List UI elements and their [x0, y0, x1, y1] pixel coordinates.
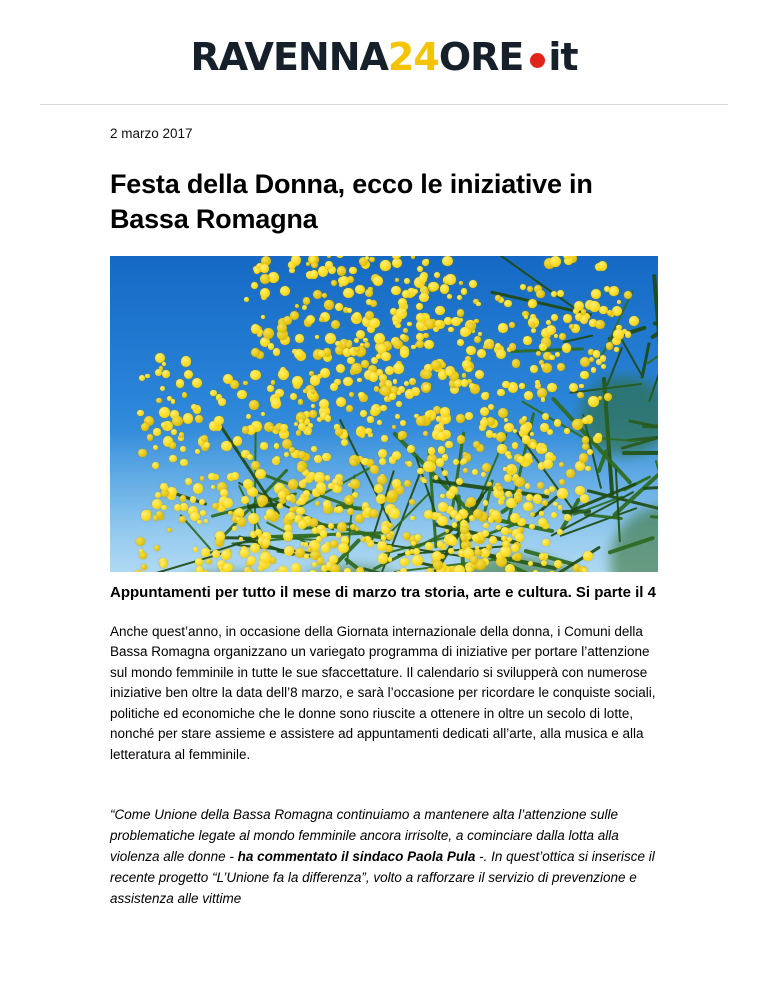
masthead-divider — [40, 104, 728, 105]
logo-text-ore: ORE — [438, 35, 524, 79]
article-subhead: Appuntamenti per tutto il mese di marzo tra storia, arte e cultura. Si parte il 4 — [110, 584, 656, 602]
article-paragraph-1: Anche quest’anno, in occasione della Giornata internazionale della donna, i Comuni della Bassa Romagna organizzano un variegato programma di iniziative per portare l’attenzione sul mondo femminile in tutte le sue sfaccettature. Il calendario si svilupperà con numerose iniziative ben oltre la data dell’8 marzo, e sarà l’occasione per ricordare le conquiste sociali, politiche ed economiche che le donne sono riuscite a ottenere in oltre un secolo di lotte, nonché per stare assieme e assistere ad appuntamenti dedicati all’arte, alla musica e alla letteratura al femminile. — [110, 623, 656, 762]
red-dot-icon — [530, 53, 545, 68]
logo-text-ravenna: RAVENNA — [190, 35, 388, 79]
article-body — [0, 126, 768, 910]
article-image-mimosa — [110, 256, 658, 572]
site-logo[interactable] — [190, 35, 578, 79]
quote-text-start: “Come Unione della Bassa Romagna continuiamo a mantenere alta l’attenzione sulle problematiche legate al mondo femminile ancora irrisolte, a cominciare dalla lotta alla violenza alle donne - — [110, 807, 619, 865]
quote-text-end: -. In quest’ottica si inserisce il recente progetto “L’Unione fa la differenza”, volto a rafforzare il servizio di prevenzione e assistenza alle vittime — [110, 849, 655, 907]
logo-text-it: it — [548, 35, 578, 79]
quote-attribution: ha commentato il sindaco Paola Pula — [237, 849, 476, 865]
page-title: Festa della Donna, ecco le iniziative in Bassa Romagna — [110, 169, 593, 234]
article-date: 2 marzo 2017 — [110, 126, 193, 141]
logo-text-24: 24 — [387, 35, 439, 79]
site-masthead — [0, 0, 768, 105]
article-quote — [110, 805, 658, 910]
